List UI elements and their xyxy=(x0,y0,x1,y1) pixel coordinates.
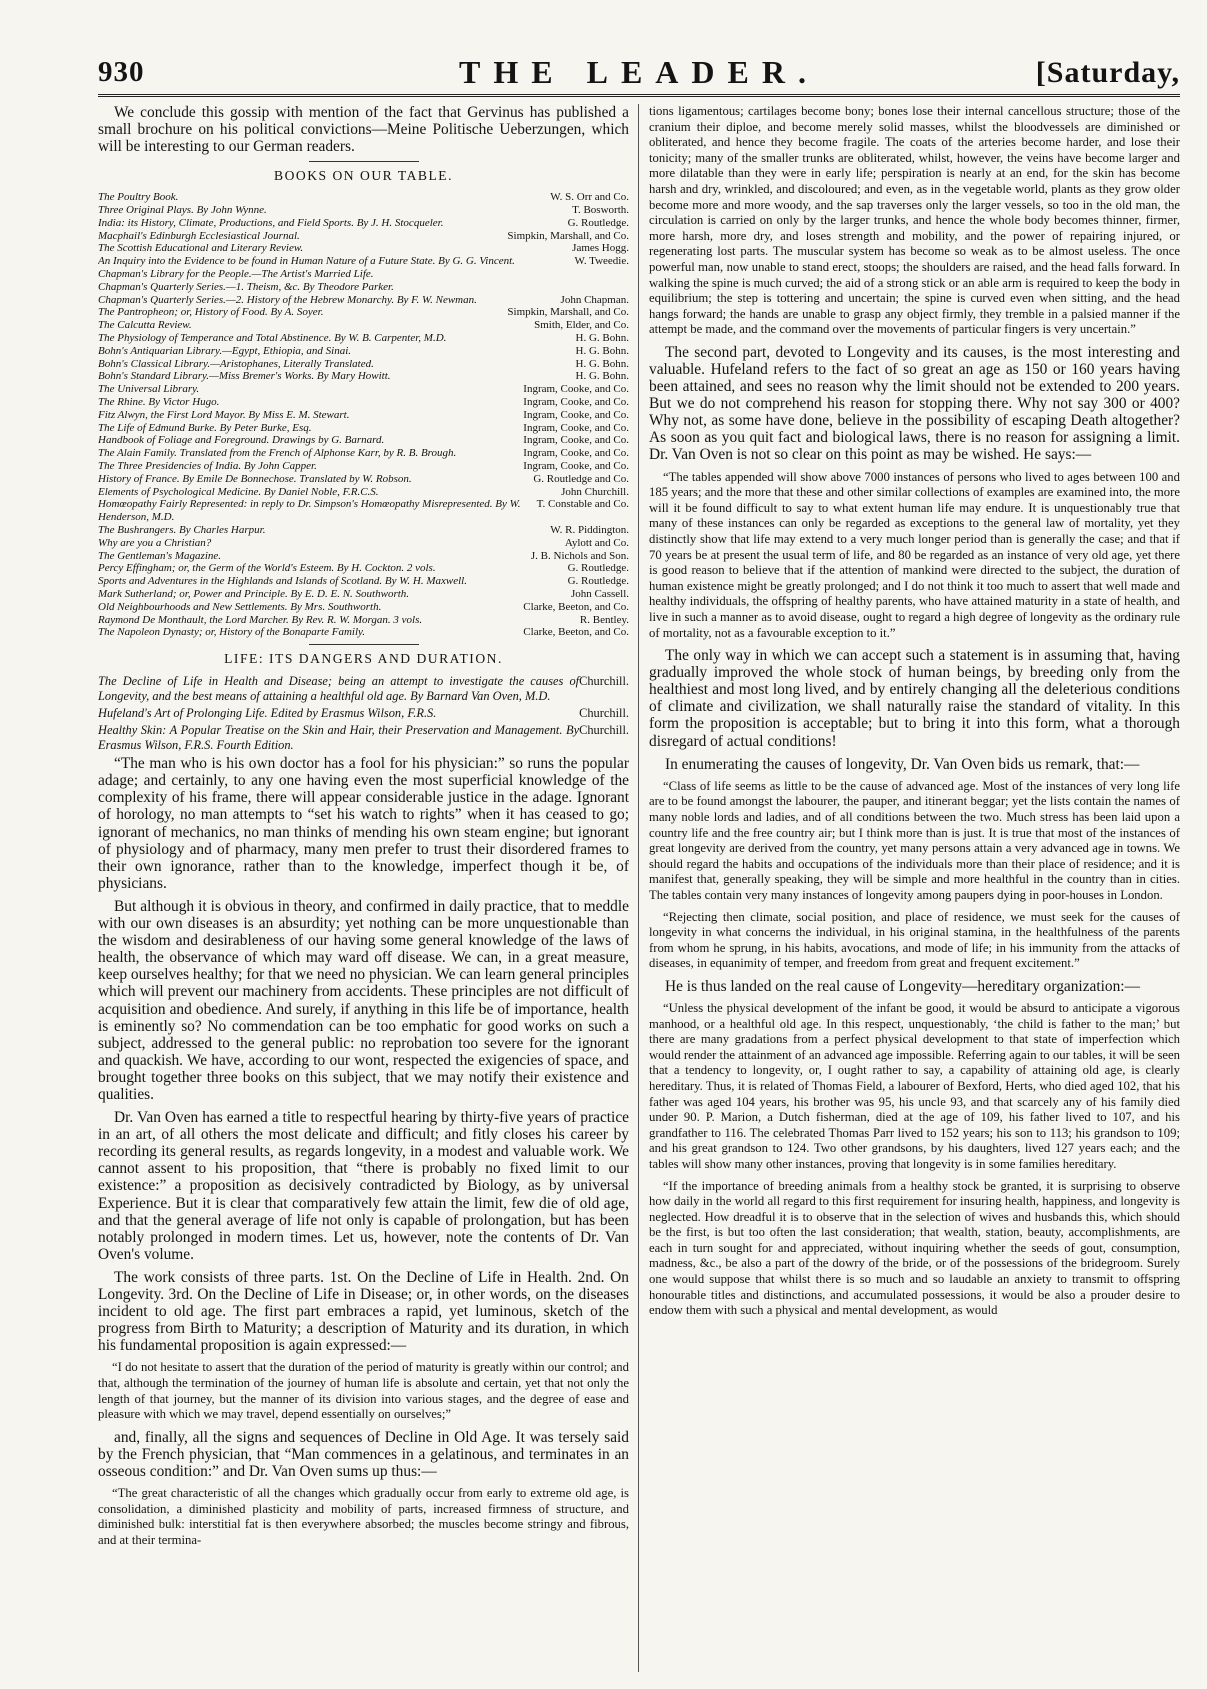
quotation: “The great characteristic of all the changes which gradually occur from early to extreme old age, is consolidation, a diminished plasticity and mobility of parts, increased firmness of structure, and diminished bulk: interstitial fat is then everywhere absorbed; the muscles become stringy and fibrous, and at their termina- xyxy=(98,1486,629,1547)
article-paragraph: But although it is obvious in theory, and confirmed in daily practice, that to meddle with our own diseases is an absurdity; yet nothing can be more unquestionable than the wisdom and desirableness of our having some general knowledge of the laws of health, the observance of which may ward off disease. We can, in a great measure, keep ourselves healthy; for that we need no physician. We can learn general principles which will prevent our machinery from accidents. These principles are not difficult of acquisition and obedience. And surely, if anything in this life be of importance, health is eminently so? No commendation can be too emphatic for good works on such a subject, addressed to the general public: no reprobation too severe for the ignorant and quackish. We have, according to our wont, respected the exigencies of space, and brought together three books on this subject, that we may notify their existence and qualities. xyxy=(98,897,629,1103)
reviewed-books xyxy=(98,674,629,752)
article-paragraph: “The man who is his own doctor has a fool for his physician:” so runs the popular adage; and certainly, to any one having even the most superficial knowledge of the complexity of his frame, there will appear considerable justice in the adage. Ignorant of horology, no man attempts to “set his watch to rights” when it has ceased to go; ignorant of mechanics, no man thinks of mending his own steam engine; but ignorant of physiology and of pharmacy, many men prefer to trust their disordered frames to their own ignorance, rather than to the knowledge, imperfect though it be, of physicians. xyxy=(98,755,629,892)
book-title: The Universal Library. xyxy=(98,383,200,396)
book-title: Why are you a Christian? xyxy=(98,536,212,549)
book-entry xyxy=(98,486,629,499)
book-title: The Bushrangers. By Charles Harpur. xyxy=(98,524,266,536)
publisher: G. Routledge. xyxy=(567,562,629,575)
publisher: H. G. Bohn. xyxy=(575,344,629,357)
publisher: Simpkin, Marshall, and Co. xyxy=(507,229,629,242)
quotation: “If the importance of breeding animals from a healthy stock be granted, it is surprising to observe how daily in the world all regard to this first requirement for insuring health, happiness, and longevity is neglected. How dreadful it is to observe that in the selection of wives and husbands this, which should be the first, is but too often the last consideration; that wealth, station, beauty, accomplishments, are each in turn sought for and appreciated, without inquiring whether the seeds of gout, consumption, madness, &c., be also a part of the dowry of the bride, or of the possessions of the bridegroom. Surely one would suppose that whilst there is so much and so laudable an anxiety to transmit to offspring honourable titles and distinctions, and accumulated possessions, it would be also a prouder desire to endow them with such a physical and mental development, as would xyxy=(649,1178,1180,1318)
article-paragraph: The second part, devoted to Longevity and its causes, is the most interesting and valuable. Hufeland refers to the fact of so great an age as 150 or 160 years having been attained, and sees no reason why the limit should not be extended to 200 years. But we do not comprehend his reason for stopping there. Why not say 300 or 400? Why not, as some have done, believe in the possibility of escaping Death altogether? As soon as you quit fact and biological laws, there is no reason for assigning a limit. Dr. Van Oven is not so clear on this point as may be wished. He says:— xyxy=(649,343,1180,464)
book-entry xyxy=(98,294,629,307)
publisher: Churchill. xyxy=(579,723,629,738)
book-title: Handbook of Foliage and Foreground. Drawings by G. Barnard. xyxy=(98,434,385,447)
book-title: Chapman's Library for the People.—The Artist's Married Life. xyxy=(98,268,374,281)
article-paragraph: He is thus landed on the real cause of Longevity—hereditary organization:— xyxy=(665,977,1140,995)
book-entry xyxy=(98,217,629,230)
book-title: The Rhine. By Victor Hugo. xyxy=(98,396,220,409)
page-number: 930 xyxy=(98,56,145,88)
publisher: W. Tweedie. xyxy=(574,255,629,268)
books-heading: BOOKS ON OUR TABLE. xyxy=(274,168,453,184)
publisher: Aylott and Co. xyxy=(564,536,629,549)
book-title: Chapman's Quarterly Series.—1. Theism, &c. By Theodore Parker. xyxy=(98,280,394,293)
book-title: The Decline of Life in Health and Disease; being an attempt to investigate the causes of Longevity, and the best means of attaining a healthful old age. By Barnard Van Oven, M.D. xyxy=(98,674,580,703)
book-title: Macphail's Edinburgh Ecclesiastical Journal. xyxy=(98,229,300,242)
book-title: The Napoleon Dynasty; or, History of the Bonaparte Family. xyxy=(98,626,366,639)
book-entry xyxy=(98,537,629,550)
book-title: Mark Sutherland; or, Power and Principle. By E. D. E. N. Southworth. xyxy=(98,587,410,600)
book-entry xyxy=(98,306,629,319)
publisher: Ingram, Cooke, and Co. xyxy=(523,421,629,434)
book-entry xyxy=(98,473,629,486)
book-entry xyxy=(98,588,629,601)
book-entry xyxy=(98,242,629,255)
publisher: H. G. Bohn. xyxy=(575,370,629,383)
book-entry xyxy=(98,498,629,524)
book-title: The Three Presidencies of India. By John Capper. xyxy=(98,460,317,473)
book-title: An Inquiry into the Evidence to be found in Human Nature of a Future State. By G. G. Vincent. xyxy=(98,255,515,268)
article-paragraph: The work consists of three parts. 1st. On the Decline of Life in Health. 2nd. On Longevity. 3rd. On the Decline of Life in Disease; or, in other words, on the diseases incident to old age. The first part embraces a rapid, yet luminous, sketch of the progress from Birth to Maturity; a description of Maturity and its duration, in which his fundamental proposition is again expressed:— xyxy=(98,1268,629,1355)
quotation: “Unless the physical development of the infant be good, it would be absurd to anticipate a vigorous manhood, or a healthful old age. In this respect, unquestionably, ‘the child is father to the man;’ but there are many gradations from a perfect physical development to that state of imperfection which would render the attainment of an advanced age impossible. Referring again to our tables, it will be seen that a tendency to longevity, or, I ought rather to say, a capability of attaining old age, is clearly hereditary. Thus, it is related of Thomas Field, a labourer of Bexford, Herts, who died aged 102, that his father was aged 104 years, his brother was 95, his uncle 93, and that scarcely any of his family died under 90. P. Marion, a Dutch fisherman, died at the age of 109, his father lived to 107, and his grandfather to 116. The celebrated Thomas Parr lived to 152 years; his son to 113; his grandson to 109; and his great grandson to 124. Two other grandsons, by his daughters, lived 127 years each; and the tables will show many other instances, proving that longevity is in some families hereditary. xyxy=(649,1000,1180,1171)
publisher: John Cassell. xyxy=(570,587,629,600)
book-title: The Life of Edmund Burke. By Peter Burke, Esq. xyxy=(98,421,312,434)
quotation: “I do not hesitate to assert that the duration of the period of maturity is greatly within our control; and that, although the termination of the journey of human life is absolute and certain, yet that not only the length of that journey, but the manner of its division into various stages, and the degree of ease and pleasure with which we may travel, depend essentially on ourselves;” xyxy=(98,1360,629,1422)
publisher: W. S. Orr and Co. xyxy=(550,191,629,204)
book-title: Sports and Adventures in the Highlands and Islands of Scotland. By W. H. Maxwell. xyxy=(98,575,467,588)
book-entry xyxy=(98,383,629,396)
book-title: The Calcutta Review. xyxy=(98,319,192,332)
publisher: J. B. Nichols and Son. xyxy=(530,549,629,562)
book-title: The Alain Family. Translated from the French of Alphonse Karr, by R. B. Brough. xyxy=(98,447,457,460)
quotation: “Class of life seems as little to be the cause of advanced age. Most of the instances of very long life are to be found amongst the labourer, the pauper, and itinerant beggar; yet the lists contain the names of many noble lords and ladies, and of all conditions between the two. Much stress has been laid upon a country life and the free country air; but I think more than is just. It is true that most of the instances of great longevity are derived from the country, yet many persons attain a very advanced age in towns. We should regard the habits and occupations of the individuals more than their place of residence; and it is manifest that, generally speaking, they will be simple and more healthful in the country than in cities. The tables contain very many instances of longevity among paupers dying in poor-houses in London. xyxy=(649,778,1180,902)
publisher: R. Bentley. xyxy=(579,613,629,626)
book-entry xyxy=(98,550,629,563)
masthead xyxy=(98,42,1180,92)
publisher: G. Routledge. xyxy=(567,575,629,588)
book-entry xyxy=(98,434,629,447)
book-title: Fitz Alwyn, the First Lord Mayor. By Miss E. M. Stewart. xyxy=(98,408,350,421)
masthead-rule xyxy=(98,94,1180,100)
book-entry xyxy=(98,575,629,588)
book-entry xyxy=(98,255,629,268)
book-title: The Scottish Educational and Literary Review. xyxy=(98,242,304,255)
publisher: T. Bosworth. xyxy=(572,204,629,217)
reviewed-book-entry xyxy=(98,723,629,752)
book-entry xyxy=(98,370,629,383)
book-title: Three Original Plays. By John Wynne. xyxy=(98,204,267,217)
book-title: Percy Effingham; or, the Germ of the World's Esteem. By H. Cockton. 2 vols. xyxy=(98,562,436,575)
book-title: Bohn's Classical Library.—Aristophanes, Literally Translated. xyxy=(98,357,374,370)
book-title: The Gentleman's Magazine. xyxy=(98,549,222,562)
book-title: Homœopathy Fairly Represented: in reply to Dr. Simpson's Homœopathy Misrepresented. By W. Henderson, M.D. xyxy=(98,498,521,524)
book-title: Chapman's Quarterly Series.—2. History of the Hebrew Monarchy. By F. W. Newman. xyxy=(98,293,477,306)
publisher: H. G. Bohn. xyxy=(575,332,629,345)
book-entry xyxy=(98,409,629,422)
book-entry xyxy=(98,319,629,332)
reviewed-book-entry xyxy=(98,706,629,720)
book-title: The Pantropheon; or, History of Food. By A. Soyer. xyxy=(98,306,324,319)
book-title: Old Neighbourhoods and New Settlements. By Mrs. Southworth. xyxy=(98,600,382,613)
column-divider xyxy=(638,104,639,1672)
publisher: Simpkin, Marshall, and Co. xyxy=(507,306,629,319)
book-title: Bohn's Antiquarian Library.—Egypt, Ethiopia, and Sinai. xyxy=(98,344,352,357)
book-entry xyxy=(98,601,629,614)
book-entry xyxy=(98,230,629,243)
publisher: James Hogg. xyxy=(572,242,629,255)
article-paragraph: Dr. Van Oven has earned a title to respectful hearing by thirty-five years of practice in an art, of all others the most delicate and difficult; and fitly closes his career by recording its general results, as regards longevity, in a modest and valuable work. We cannot assent to his proposition, that “there is probably no fixed limit to our existence:” a proposition as decisively contradicted by Biology, as by universal Experience. But it is clear that comparatively few attain the limit, few die of old age, and that the general average of life not only is capable of prolongation, but has been notably prolonged in modern times. Let us, however, note the contents of Dr. Van Oven's volume. xyxy=(98,1109,629,1263)
reviewed-book-entry xyxy=(98,674,629,703)
publisher: Churchill. xyxy=(579,674,629,689)
publisher: Churchill. xyxy=(579,705,629,720)
book-entry xyxy=(98,626,629,639)
article-heading: LIFE: ITS DANGERS AND DURATION. xyxy=(224,651,503,667)
book-entry xyxy=(98,422,629,435)
right-column xyxy=(649,104,1180,1674)
book-entry xyxy=(98,345,629,358)
book-entry xyxy=(98,281,629,294)
publisher: Ingram, Cooke, and Co. xyxy=(523,434,629,447)
publisher: W. R. Piddington. xyxy=(550,524,629,536)
book-entry xyxy=(98,358,629,371)
publisher: Clarke, Beeton, and Co. xyxy=(523,626,629,639)
publisher: John Chapman. xyxy=(560,293,629,306)
quotation: “The tables appended will show above 7000 instances of persons who lived to ages between 100 and 185 years; and the more that these and other similar collections of examples are examined into, the more will it be found difficult to say to what extent human life may endure. It is unquestionably true that many of these instances can only be regarded as exceptions to the general law of mortality, yet they distinctly show that life may extend to a very much longer period than is generally the case; and that if 70 years be at present the usual term of life, and 80 be regarded as an instance of very old age, yet there is good reason to believe that if the attention of mankind were directed to the subject, the duration of human existence might be greatly prolonged; and I do not think it too much to assert that well made and healthy individuals, the offspring of healthy parents, who have attained maturity in a state of health, and live in such a manner as to avoid disease, ought to regard a high degree of longevity as the ordinary rule of mortality, not as a favourable exception to it.” xyxy=(649,469,1180,640)
book-entry xyxy=(98,460,629,473)
book-entry xyxy=(98,396,629,409)
publisher: John Churchill. xyxy=(561,485,629,498)
gossip-paragraph: We conclude this gossip with mention of the fact that Gervinus has published a small brochure on his political convictions—Meine Politische Ueberzungen, which will be interesting to our German readers. xyxy=(98,104,629,156)
publisher: Ingram, Cooke, and Co. xyxy=(523,408,629,421)
publisher: G. Routledge and Co. xyxy=(533,472,629,485)
publisher: G. Routledge. xyxy=(567,216,629,229)
book-entry xyxy=(98,447,629,460)
publisher: Ingram, Cooke, and Co. xyxy=(523,383,629,396)
article-paragraph: and, finally, all the signs and sequences of Decline in Old Age. It was tersely said by the French physician, that “Man commences in a gelatinous, and terminates in an osseous condition:” and Dr. Van Oven sums up thus:— xyxy=(98,1428,629,1480)
book-title: The Poultry Book. xyxy=(98,191,179,204)
book-title: Raymond De Monthault, the Lord Marcher. By Rev. R. W. Morgan. 3 vols. xyxy=(98,613,423,626)
quotation-continued: tions ligamentous; cartilages become bony; bones lose their internal cancellous structure; those of the cranium their diploe, and become merely solid masses, whilst the bloodvessels are diminished or obliterated, and hence they become fragile. The coats of the arteries become harder, and lose their tonicity; many of the smaller trunks are obliterated, whilst, however, the veins have become larger and more dilatable than they were in early life; perspiration is nearly at an end, for the skin has become harsh and dry, wrinkled, and discoloured; and even, as in the vegetable world, plants as they grow older become more and more woody, and the sap traverses only the larger vessels, so too in the old man, the circulation is carried on only by the larger trunks, and hence the whole body becomes thinner, firmer, more harsh, more dry, and loses strength and mobility, and the power of repairing injured, or regenerating lost parts. The muscular system has become so weak as to be almost useless. The once powerful man, now unable to stand erect, stoops; the shoulders are raised, and the head falls forward. In walking the spine is much curved; the aid of a strong stick or an able arm is required to keep the body in equilibrium; the step is tottering and uncertain; the spine is curved even when sitting, and the head hangs forward; the hands are unable to grasp any object firmly, they tremble in a palsied manner if the attempt be made, and the command over the movements of particular fingers is very uncertain.” xyxy=(649,104,1180,337)
section-rule xyxy=(309,161,419,162)
book-title: Elements of Psychological Medicine. By Daniel Noble, F.R.C.S. xyxy=(98,485,379,498)
publisher: T. Constable and Co. xyxy=(536,498,629,511)
article-paragraph: In enumerating the causes of longevity, Dr. Van Oven bids us remark, that:— xyxy=(665,755,1140,773)
publisher: H. G. Bohn. xyxy=(575,357,629,370)
book-entry xyxy=(98,562,629,575)
book-entry xyxy=(98,332,629,345)
book-title: India: its History, Climate, Productions, and Field Sports. By J. H. Stocqueler. xyxy=(98,216,444,229)
quotation: “Rejecting then climate, social position, and place of residence, we must seek for the causes of longevity in what concerns the individual, in his original stamina, in the healthfulness of the parents from whom he sprung, in his habits, avocations, and mode of life; in his immunity from the attacks of diseases, in equanimity of temper, and freedom from great and frequent excitement.” xyxy=(649,909,1180,971)
book-list xyxy=(98,191,629,639)
publisher: Ingram, Cooke, and Co. xyxy=(523,460,629,473)
left-column xyxy=(98,104,629,1674)
article-paragraph: The only way in which we can accept such a statement is in assuming that, having gradually improved the whole stock of human beings, by breeding only from the healthiest and most long lived, and by entirely changing all the deleterious conditions of climate and civilization, we shall naturally raise the standard of vitality. In this form the proposition is acceptable; but to bring it into this form, what a thorough disregard of actual conditions! xyxy=(649,647,1180,750)
book-entry xyxy=(98,268,629,281)
issue-day: [Saturday, xyxy=(1035,56,1180,89)
book-entry xyxy=(98,191,629,204)
book-title: Hufeland's Art of Prolonging Life. Edited by Erasmus Wilson, F.R.S. xyxy=(98,705,437,720)
newspaper-title: THE LEADER. xyxy=(459,54,819,90)
book-title: Healthy Skin: A Popular Treatise on the Skin and Hair, their Preservation and Management. By Erasmus Wilson, F.R.S. Fourth Edition. xyxy=(98,723,580,752)
book-entry xyxy=(98,204,629,217)
publisher: Ingram, Cooke, and Co. xyxy=(523,447,629,460)
book-title: Bohn's Standard Library.—Miss Bremer's Works. By Mary Howitt. xyxy=(98,370,391,383)
book-entry xyxy=(98,524,629,537)
publisher: Smith, Elder, and Co. xyxy=(534,319,629,332)
book-title: History of France. By Emile De Bonnechose. Translated by W. Robson. xyxy=(98,472,412,485)
section-rule xyxy=(309,644,419,645)
publisher: Clarke, Beeton, and Co. xyxy=(523,600,629,613)
publisher: Ingram, Cooke, and Co. xyxy=(523,396,629,409)
book-entry xyxy=(98,614,629,627)
book-title: The Physiology of Temperance and Total Abstinence. By W. B. Carpenter, M.D. xyxy=(98,332,447,345)
